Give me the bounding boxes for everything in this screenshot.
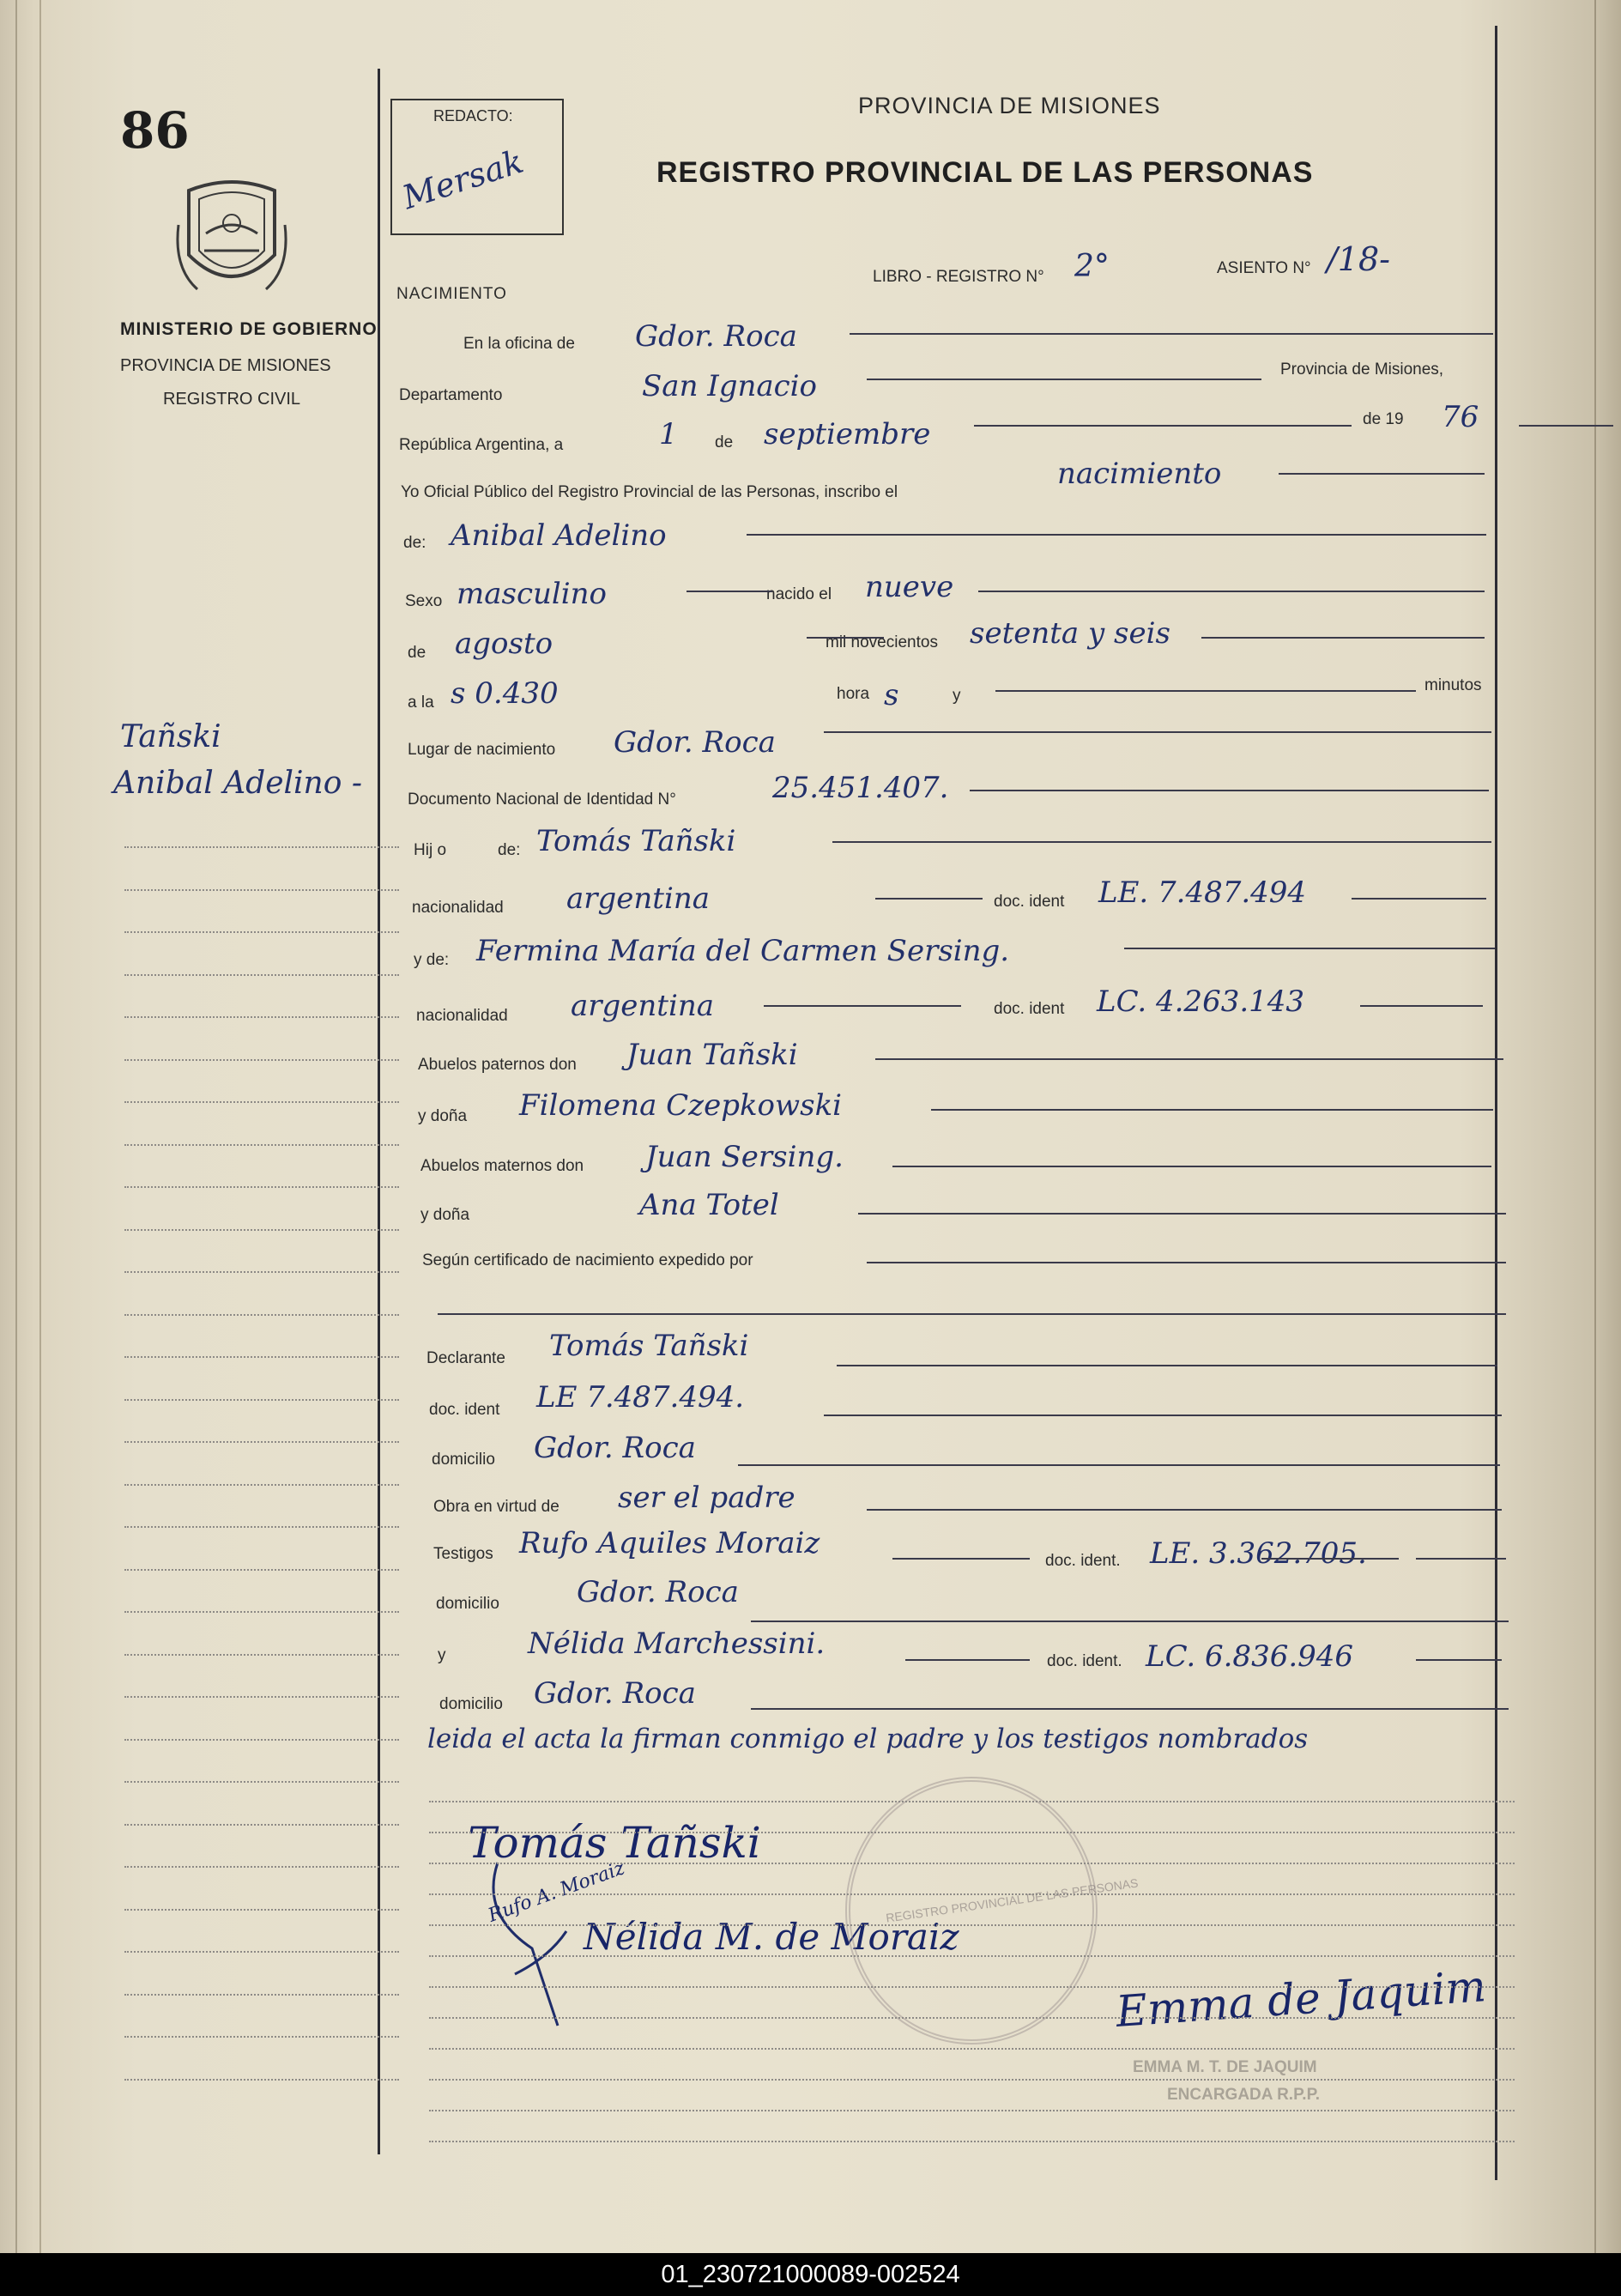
field-label: nacido el <box>766 585 832 603</box>
field-value: Ana Totel <box>639 1188 779 1222</box>
field-label: y <box>438 1646 446 1664</box>
fill-line <box>747 534 1486 536</box>
redacto-box <box>390 99 564 235</box>
field-label: Provincia de Misiones, <box>1280 360 1444 379</box>
ministry-registry: REGISTRO CIVIL <box>163 390 301 409</box>
fill-line <box>438 1313 1506 1315</box>
libro-value: 2° <box>1074 249 1110 284</box>
field-label: Declarante <box>426 1349 505 1367</box>
field-label: Sexo <box>405 592 443 610</box>
field-value: Tomás Tañski <box>536 824 736 858</box>
fill-line <box>1360 1005 1483 1007</box>
field-value: ser el padre <box>618 1481 795 1515</box>
fill-line <box>824 1415 1502 1416</box>
margin-rule-line <box>124 1951 399 1953</box>
margin-rule-line <box>124 1569 399 1571</box>
field-label: minutos <box>1424 676 1482 694</box>
margin-rule-line <box>124 1101 399 1103</box>
redacto-signature: Mersak <box>397 142 529 217</box>
field-value: argentina <box>571 989 715 1023</box>
margin-rule-line <box>124 1866 399 1868</box>
page-edge <box>15 0 17 2253</box>
field-value: Juan Sersing. <box>645 1140 844 1174</box>
margin-rule-line <box>124 889 399 891</box>
field-value: nueve <box>865 570 954 604</box>
margin-rule-line <box>124 1016 399 1018</box>
field-label: de: <box>498 841 521 859</box>
field-label: nacionalidad <box>416 1007 508 1025</box>
field-label: Lugar de nacimiento <box>408 741 556 759</box>
field-label: domicilio <box>432 1451 495 1469</box>
field-value: Filomena Czepkowski <box>519 1088 843 1123</box>
fill-line <box>1124 948 1495 949</box>
signature-rule-line <box>429 1801 1515 1802</box>
field-label: de <box>715 433 734 451</box>
libro-label: LIBRO - REGISTRO N° <box>873 268 1044 286</box>
margin-rule-line <box>124 1909 399 1911</box>
fill-line <box>837 1365 1497 1366</box>
field-value: LC. 6.836.946 <box>1146 1639 1354 1674</box>
field-label: de: <box>403 534 426 552</box>
page-number: 86 <box>120 101 190 160</box>
margin-rule-line <box>124 1781 399 1783</box>
fill-line <box>867 379 1261 380</box>
margin-rule-line <box>124 1356 399 1358</box>
fill-line <box>892 1166 1491 1167</box>
field-label: doc. ident. <box>1045 1552 1121 1570</box>
field-label: Obra en virtud de <box>433 1498 559 1516</box>
field-value: setenta y seis <box>970 616 1170 651</box>
margin-rule-line <box>124 1441 399 1443</box>
signature-rule-line <box>429 2110 1515 2111</box>
field-label: En la oficina de <box>463 335 575 353</box>
margin-rule-line <box>124 1654 399 1656</box>
signature-emma-jaquim: Emma de Jaquim <box>1114 1961 1488 2037</box>
margin-note-surname: Tañski <box>120 719 221 754</box>
field-value: Nélida Marchessini. <box>528 1627 826 1661</box>
form-right-border <box>1495 26 1497 2180</box>
margin-rule-line <box>124 974 399 976</box>
fill-line <box>978 591 1485 592</box>
field-value: leida el acta la firman conmigo el padre y los testigos nombrados <box>427 1724 1309 1754</box>
fill-line <box>858 1213 1506 1215</box>
ministry-title: MINISTERIO DE GOBIERNO <box>120 319 378 339</box>
field-value: LC. 4.263.143 <box>1097 984 1305 1019</box>
asiento-label: ASIENTO N° <box>1217 259 1311 277</box>
margin-rule-line <box>124 2079 399 2081</box>
margin-rule-line <box>124 1059 399 1061</box>
asiento-value: /18- <box>1327 240 1390 278</box>
registry-title: REGISTRO PROVINCIAL DE LAS PERSONAS <box>656 156 1314 189</box>
fill-line <box>832 841 1491 843</box>
signature-rule-line <box>429 2141 1515 2142</box>
fill-line <box>905 1659 1030 1661</box>
field-label: doc. ident <box>994 1000 1065 1018</box>
redacto-label: REDACTO: <box>433 107 513 124</box>
fill-line <box>751 1621 1509 1622</box>
field-label: Yo Oficial Público del Registro Provincial de las Personas, inscribo el <box>401 483 898 501</box>
page-edge <box>39 0 41 2253</box>
margin-rule-line <box>124 1186 399 1188</box>
signature-rule-line <box>429 1924 1515 1926</box>
fill-line <box>751 1708 1509 1710</box>
field-label: República Argentina, a <box>399 436 564 454</box>
field-label: doc. ident. <box>1047 1652 1122 1670</box>
fill-line <box>974 425 1352 427</box>
field-value: Rufo Aquiles Moraiz <box>519 1526 820 1560</box>
signature-rule-line <box>429 2079 1515 2081</box>
field-label: y de: <box>414 951 450 969</box>
fill-line <box>867 1509 1502 1511</box>
fill-line <box>850 333 1493 335</box>
field-label: Según certificado de nacimiento expedido por <box>422 1251 753 1269</box>
field-label: Documento Nacional de Identidad N° <box>408 791 676 809</box>
signature-rule-line <box>429 1986 1515 1988</box>
signature-rule-line <box>429 1863 1515 1864</box>
fill-line <box>1416 1558 1506 1560</box>
signature-rule-line <box>429 1955 1515 1957</box>
margin-rule-line <box>124 846 399 848</box>
margin-rule-line <box>124 1484 399 1486</box>
fill-line <box>931 1109 1493 1111</box>
margin-rule-line <box>124 1994 399 1996</box>
signature-nelida: Nélida M. de Moraiz <box>584 1916 959 1958</box>
field-label: hora <box>837 685 870 703</box>
margin-rule-line <box>124 1739 399 1741</box>
fill-line <box>875 898 983 900</box>
field-value: 76 <box>1442 400 1479 434</box>
field-value: 1 <box>659 417 678 451</box>
field-value: nacimiento <box>1057 457 1222 491</box>
official-seal <box>845 1777 1140 2045</box>
field-value: argentina <box>566 881 711 916</box>
field-value: masculino <box>457 577 608 611</box>
page-edge <box>1594 0 1596 2253</box>
field-label: y doña <box>420 1206 470 1224</box>
form-left-border <box>378 69 380 2154</box>
field-value: LE 7.487.494. <box>536 1380 745 1415</box>
fill-line <box>1279 473 1485 475</box>
field-value: Gdor. Roca <box>614 725 776 760</box>
field-label: y <box>953 687 961 705</box>
margin-rule-line <box>124 1144 399 1146</box>
margin-note-given-names: Anibal Adelino - <box>113 766 363 801</box>
fill-line <box>970 790 1489 791</box>
field-label: domicilio <box>436 1595 499 1613</box>
field-value: s <box>884 678 899 712</box>
field-label: de 19 <box>1363 410 1404 428</box>
fill-line <box>892 1558 1030 1560</box>
fill-line <box>995 690 1416 692</box>
field-label: y doña <box>418 1107 468 1125</box>
signature-rule-line <box>429 1893 1515 1895</box>
field-value: Fermina María del Carmen Sersing. <box>476 934 1010 968</box>
fill-line <box>807 637 884 639</box>
field-value: San Ignacio <box>642 369 818 403</box>
margin-rule-line <box>124 2036 399 2038</box>
field-label: Abuelos maternos don <box>420 1157 584 1175</box>
signature-rufo-moraiz: Rufo A. Moraiz <box>485 1857 628 1927</box>
fill-line <box>738 1464 1500 1466</box>
fill-line <box>1261 1558 1399 1560</box>
field-label: mil novecientos <box>826 633 938 651</box>
field-value: Juan Tañski <box>626 1038 798 1072</box>
field-label: Testigos <box>433 1545 493 1563</box>
field-label: doc. ident <box>994 893 1065 911</box>
signature-tomas-tanski: Tomás Tañski <box>468 1818 761 1868</box>
margin-rule-line <box>124 1271 399 1273</box>
margin-rule-line <box>124 1696 399 1698</box>
field-value: LE. 7.487.494 <box>1098 875 1307 910</box>
fill-line <box>1352 898 1486 900</box>
province-header: PROVINCIA DE MISIONES <box>858 93 1161 118</box>
field-value: 25.451.407. <box>772 771 949 805</box>
signature-rule-line <box>429 1832 1515 1833</box>
field-value: s 0.430 <box>451 676 559 711</box>
field-label: doc. ident <box>429 1401 500 1419</box>
fill-line <box>875 1058 1503 1060</box>
margin-rule-line <box>124 1229 399 1231</box>
image-caption: 01_230721000089-002524 <box>0 2253 1621 2296</box>
field-value: LE. 3.362.705. <box>1150 1536 1367 1571</box>
field-value: Gdor. Roca <box>534 1431 696 1465</box>
signature-rule-line <box>429 2048 1515 2050</box>
stamp-line-2: ENCARGADA R.P.P. <box>1167 2086 1321 2104</box>
nacimiento-label: NACIMIENTO <box>396 285 507 303</box>
margin-rule-line <box>124 1526 399 1528</box>
field-label: Abuelos paternos don <box>418 1056 577 1074</box>
fill-line <box>764 1005 961 1007</box>
field-value: Anibal Adelino <box>451 518 667 553</box>
coat-of-arms-icon <box>172 173 292 302</box>
field-label: Hij o <box>414 841 447 859</box>
margin-rule-line <box>124 1399 399 1401</box>
field-value: Gdor. Roca <box>635 319 797 354</box>
field-value: Gdor. Roca <box>534 1676 696 1711</box>
fill-line <box>687 591 772 592</box>
field-label: nacionalidad <box>412 899 504 917</box>
ministry-province: PROVINCIA DE MISIONES <box>120 356 331 375</box>
field-label: Departamento <box>399 386 503 404</box>
fill-line <box>824 731 1491 733</box>
fill-line <box>1416 1659 1502 1661</box>
stamp-line-1: EMMA M. T. DE JAQUIM <box>1133 2058 1317 2076</box>
fill-line <box>1201 637 1485 639</box>
seal-text: REGISTRO PROVINCIAL DE LAS PERSONAS <box>885 1875 1140 1925</box>
field-value: agosto <box>455 627 553 661</box>
field-label: de <box>408 644 426 662</box>
fill-line <box>1519 425 1613 427</box>
fill-line <box>867 1262 1506 1263</box>
margin-rule-line <box>124 1824 399 1826</box>
field-label: domicilio <box>439 1695 503 1713</box>
field-label: a la <box>408 694 434 712</box>
field-value: septiembre <box>764 417 931 451</box>
field-value: Gdor. Roca <box>577 1575 739 1609</box>
signature-rule-line <box>429 2017 1515 2019</box>
margin-rule-line <box>124 931 399 933</box>
field-value: Tomás Tañski <box>549 1329 749 1363</box>
margin-rule-line <box>124 1611 399 1613</box>
margin-rule-line <box>124 1314 399 1316</box>
